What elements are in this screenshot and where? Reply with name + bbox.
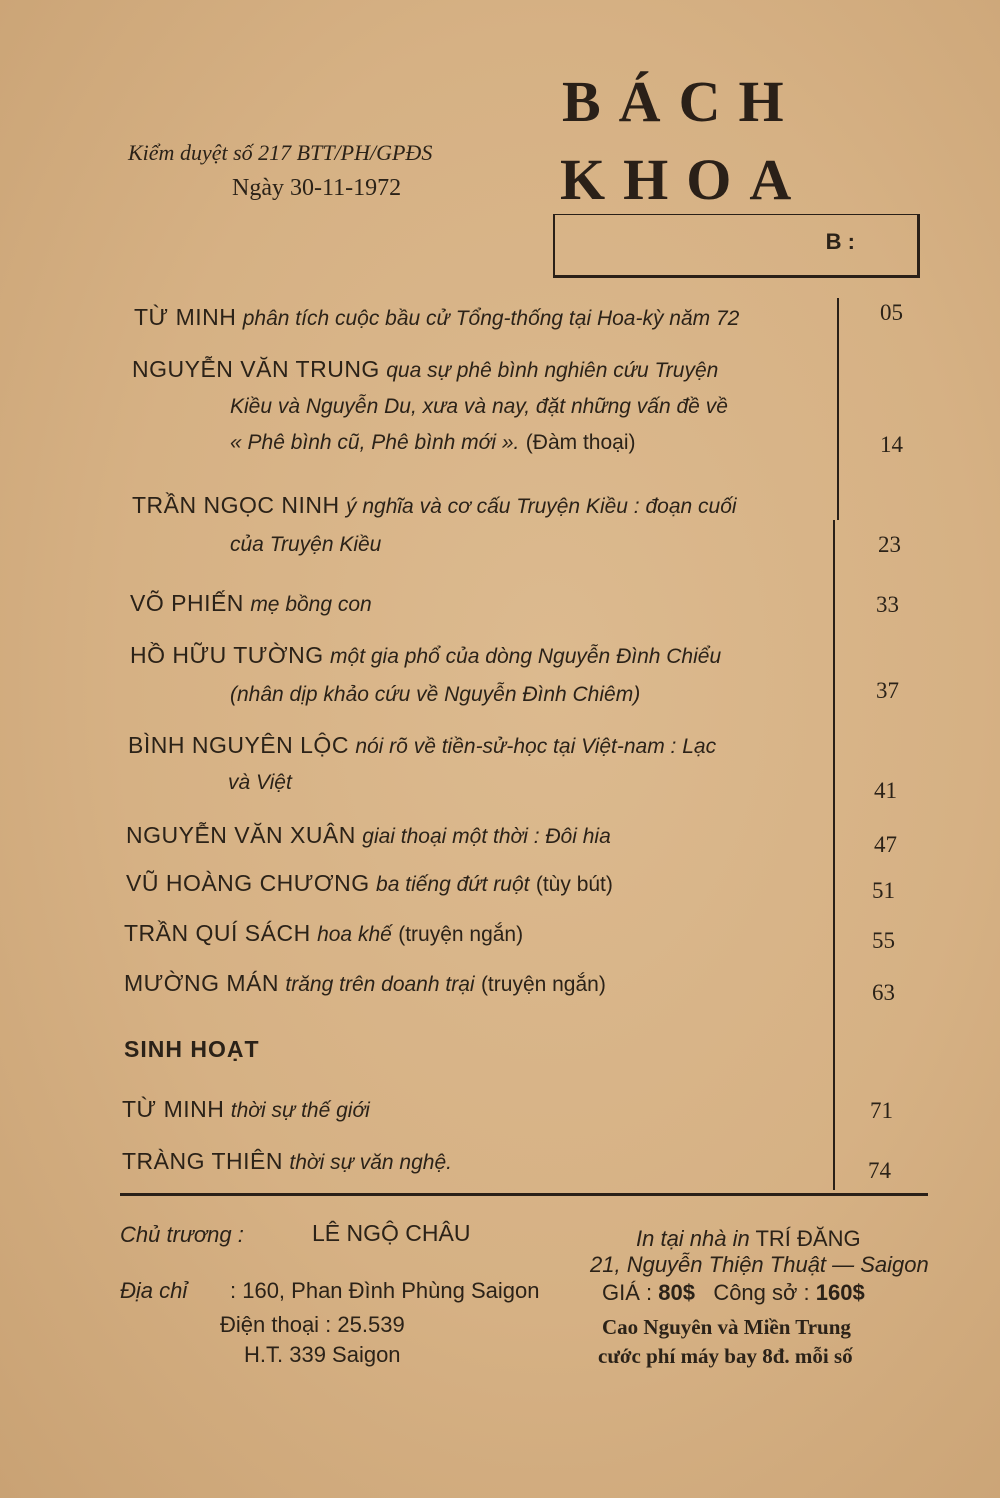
- masthead-line-2: KHOA: [560, 147, 810, 212]
- toc-page-number: 47: [874, 832, 897, 857]
- toc-line: [132, 352, 718, 388]
- toc-title: một gia phổ của dòng Nguyễn Đình Chiểu: [330, 645, 722, 668]
- price-value: 80$: [658, 1280, 695, 1305]
- phone-number: Điện thoại : 25.539: [220, 1312, 405, 1337]
- toc-note: (truyện ngắn): [398, 923, 524, 946]
- publisher-name: LÊ NGỘ CHÂU: [312, 1220, 471, 1246]
- toc-page-number: 23: [878, 532, 901, 557]
- toc-line: [124, 916, 523, 952]
- toc-author: TRÀNG THIÊN: [122, 1148, 283, 1174]
- printer-prefix: In tại nhà in: [636, 1226, 750, 1251]
- toc-title: ý nghĩa và cơ cấu Truyện Kiều : đoạn cuối: [346, 495, 737, 518]
- toc-page-number: 05: [880, 300, 903, 325]
- publisher-label: Chủ trương :: [120, 1222, 244, 1247]
- printer-address: 21, Nguyễn Thiện Thuật — Saigon: [590, 1252, 929, 1277]
- printer-line: [636, 1226, 861, 1252]
- censor-date-line: Ngày 30-11-1972: [232, 175, 402, 201]
- toc-line: [130, 638, 721, 674]
- toc-title: trăng trên doanh trại: [285, 973, 475, 996]
- column-rule: [837, 298, 839, 520]
- toc-title: (nhân dịp khảo cứu về Nguyễn Đình Chiêm): [230, 683, 641, 706]
- toc-page-number: 33: [876, 592, 899, 617]
- toc-author: TỪ MINH: [134, 304, 237, 330]
- toc-author: NGUYỄN VĂN XUÂN: [126, 822, 356, 848]
- toc-author: MƯỜNG MÁN: [124, 970, 280, 996]
- toc-line: [230, 424, 635, 460]
- toc-note: (truyện ngắn): [480, 973, 606, 996]
- office-price-value: 160$: [815, 1280, 865, 1305]
- po-box: H.T. 339 Saigon: [244, 1342, 401, 1367]
- toc-line: [230, 388, 728, 424]
- toc-title: thời sự văn nghệ.: [289, 1151, 452, 1174]
- toc-title: qua sự phê bình nghiên cứu Truyện: [386, 359, 719, 382]
- address-label: Địa chỉ: [120, 1278, 188, 1303]
- issue-label: B :: [825, 229, 855, 254]
- toc-title: hoa khế: [317, 923, 392, 946]
- toc-line: [130, 586, 372, 622]
- toc-page-number: 63: [872, 980, 895, 1005]
- office-price-label: Công sở :: [713, 1280, 810, 1305]
- toc-page-number: 71: [870, 1098, 893, 1123]
- section-heading: SINH HOẠT: [124, 1036, 260, 1062]
- toc-line: [126, 866, 613, 902]
- price-label: GIÁ :: [602, 1280, 653, 1305]
- toc-title: phân tích cuộc bầu cử Tổng-thống tại Hoa-kỳ năm 72: [242, 307, 740, 330]
- toc-title: Kiều và Nguyễn Du, xưa và nay, đặt những vấn đề về: [230, 395, 728, 418]
- footer-rule: [120, 1193, 928, 1196]
- toc-author: HỒ HỮU TƯỜNG: [130, 642, 324, 668]
- toc-author: BÌNH NGUYÊN LỘC: [128, 732, 349, 758]
- toc-page-number: 51: [872, 878, 895, 903]
- toc-line: [134, 300, 739, 336]
- region-line: Cao Nguyên và Miền Trung: [602, 1315, 851, 1339]
- toc-page-number: 55: [872, 928, 895, 953]
- toc-line: [126, 818, 611, 854]
- toc-page-number: 14: [880, 432, 903, 457]
- toc-note: (Đàm thoại): [525, 431, 636, 454]
- toc-page-number: 74: [868, 1158, 891, 1183]
- toc-line: [228, 764, 292, 800]
- toc-title: của Truyện Kiều: [230, 533, 382, 556]
- toc-line: [122, 1092, 370, 1128]
- toc-title: giai thoại một thời : Đôi hia: [362, 825, 611, 848]
- toc-title: ba tiếng đứt ruột: [376, 873, 530, 896]
- toc-page-number: 37: [876, 678, 899, 703]
- toc-note: (tùy bút): [535, 873, 613, 896]
- toc-page-number: 41: [874, 778, 897, 803]
- toc-line: [128, 728, 716, 764]
- toc-title: nói rõ về tiền-sử-học tại Việt-nam : Lạc: [355, 735, 717, 758]
- toc-author: VÕ PHIẾN: [130, 590, 244, 616]
- toc-title: và Việt: [228, 771, 292, 794]
- toc-title: mẹ bồng con: [250, 593, 372, 616]
- toc-line: [230, 676, 640, 712]
- toc-author: VŨ HOÀNG CHƯƠNG: [126, 870, 370, 896]
- toc-author: TRẦN NGỌC NINH: [132, 492, 340, 518]
- toc-line: [124, 966, 606, 1002]
- toc-line: [230, 526, 381, 562]
- toc-author: TRẦN QUÍ SÁCH: [124, 920, 311, 946]
- toc-author: NGUYỄN VĂN TRUNG: [132, 356, 380, 382]
- airmail-line: cước phí máy bay 8đ. mỗi số: [598, 1344, 853, 1368]
- toc-line: [132, 488, 737, 524]
- toc-title: « Phê bình cũ, Phê bình mới ».: [230, 431, 520, 454]
- masthead-line-1: BÁCH: [562, 69, 802, 134]
- censor-permit-line: Kiểm duyệt số 217 BTT/PH/GPĐS: [128, 140, 433, 165]
- price-line: [602, 1280, 865, 1306]
- toc-author: TỪ MINH: [122, 1096, 225, 1122]
- toc-line: [122, 1144, 452, 1180]
- address-value: : 160, Phan Đình Phùng Saigon: [230, 1278, 540, 1303]
- column-rule: [833, 520, 835, 1190]
- printer-name: TRÍ ĐĂNG: [755, 1226, 861, 1251]
- issue-number-box: [553, 214, 920, 278]
- toc-title: thời sự thế giới: [230, 1099, 370, 1122]
